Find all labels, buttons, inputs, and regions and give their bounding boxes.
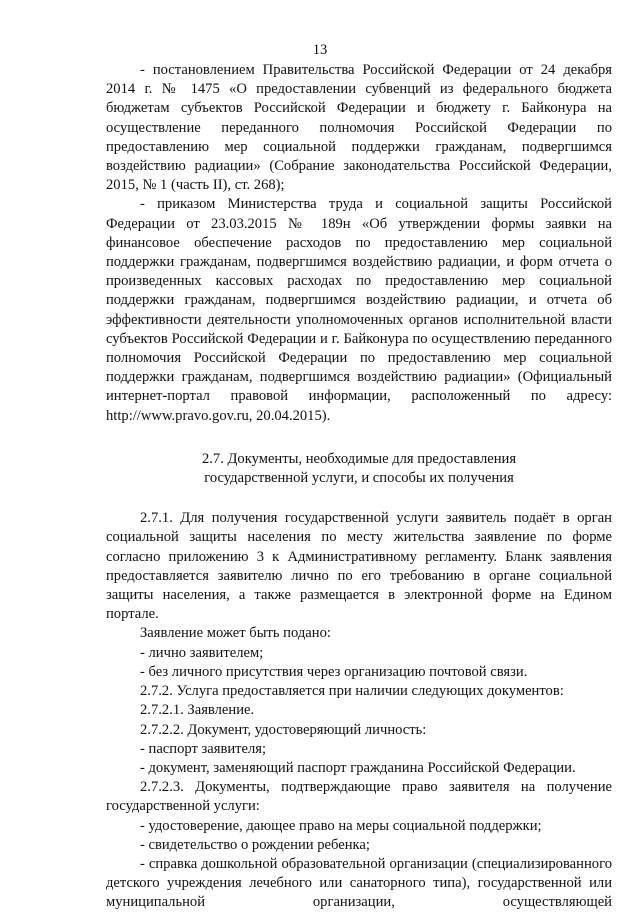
source-order-paragraph: - приказом Министерства труда и социальной защиты Российской Федерации от 23.03.2015 № 189н «Об утверждении формы заявки на финансовое обеспечение расходов по предоставлению мер социальной поддержки гражданам, подвергшимся воздействию радиации, и форм отчета о произведенных кассовых расходах по предоставлению мер социальной поддержки гражданам, подвергшимся воздействию радиации, и отчета об эффективности деятельности уполномоченных органов исполнительной власти субъектов Российской Федерации и г. Байконура по осуществлению переданного полномочия Российской Федерации по предоставлению мер социальной поддержки гражданам, подвергшимся воздействию радиации» (Официальный интернет-портал правовой информации, расположенный по адресу: http://www.pravo.gov.ru, 20.04.2015). bbox=[106, 196, 612, 424]
page-number: 13 bbox=[312, 42, 328, 58]
submission-personal-item: - лично заявителем; bbox=[140, 644, 264, 661]
submission-methods-intro: Заявление может быть подано: bbox=[140, 625, 331, 642]
submission-mail-item: - без личного присутствия через организацию почтовой связи. bbox=[140, 663, 528, 680]
paragraph-2-7-2-2: 2.7.2.2. Документ, удостоверяющий личность: bbox=[140, 721, 427, 738]
section-heading bbox=[106, 450, 612, 488]
source-decree-paragraph: - постановлением Правительства Российской Федерации от 24 декабря 2014 г. № 1475 «О предоставлении субвенций из федерального бюджета бюджетам субъектов Российской Федерации и бюджету г. Байконура на осуществление переданного полномочия Российской Федерации по предоставлению мер социальной поддержки гражданам, подвергшимся воздействию радиации» (Собрание законодательства Российской Федерации, 2015, № 1 (часть II), ст. 268); bbox=[106, 62, 612, 194]
replacement-document-item: - документ, заменяющий паспорт гражданина Российской Федерации. bbox=[140, 759, 576, 776]
paragraph-2-7-2-3: 2.7.2.3. Документы, подтверждающие право заявителя на получение государственной услуги: bbox=[106, 779, 612, 815]
heading-spacing bbox=[106, 488, 612, 509]
certificate-item: - удостоверение, дающее право на меры социальной поддержки; bbox=[140, 817, 542, 834]
document-text bbox=[106, 61, 612, 913]
paragraph-2-7-1: 2.7.1. Для получения государственной услуги заявитель подаёт в орган социальной защиты населения по месту жительства заявление по форме согласно приложению 3 к Административному регламенту. Бланк заявления предоставляется заявителю лично по его требованию в органе социальной защиты населения, а также размещается в электронной форме на Едином портале. bbox=[106, 510, 612, 623]
birth-certificate-item: - свидетельство о рождении ребенка; bbox=[140, 836, 370, 853]
passport-item: - паспорт заявителя; bbox=[140, 740, 267, 757]
section-heading-line-1: 2.7. Документы, необходимые для предоставления bbox=[201, 450, 517, 467]
paragraph-2-7-2-1: 2.7.2.1. Заявление. bbox=[140, 702, 255, 719]
paragraph-2-7-2: 2.7.2. Услуга предоставляется при наличии следующих документов: bbox=[140, 683, 564, 700]
section-heading-line-2: государственной услуги, и способы их получения bbox=[204, 470, 514, 487]
institution-reference-item: - справка дошкольной образовательной организации (специализированного детского учреждения лечебного или санаторного типа), государственной или муниципальной организации, осуществляющей bbox=[106, 855, 612, 911]
